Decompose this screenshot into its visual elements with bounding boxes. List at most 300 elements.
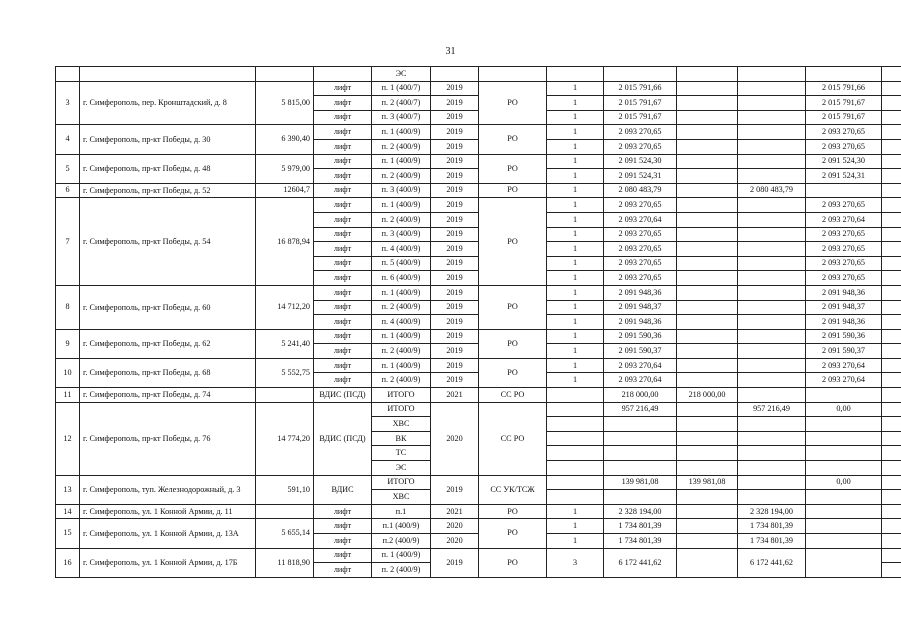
cell-fund: РО	[479, 81, 547, 125]
cell-part: п. 1 (400/9)	[372, 285, 431, 300]
cell-col2	[738, 285, 806, 300]
cell-type: лифт	[314, 212, 372, 227]
cell-part: п. 1 (400/9)	[372, 154, 431, 169]
cell-address: г. Симферополь, пр-кт Победы, д. 54	[80, 198, 256, 286]
cell-type: ВДИС (ПСД)	[314, 388, 372, 403]
cell-total	[604, 431, 677, 446]
table-row	[56, 329, 901, 344]
cell-type: лифт	[314, 110, 372, 125]
cell-type: лифт	[314, 534, 372, 549]
cell-col2	[738, 300, 806, 315]
cell-col1	[677, 212, 738, 227]
cell-col1	[677, 490, 738, 505]
cell-col3	[806, 417, 882, 432]
cell-quantity	[547, 388, 604, 403]
cell-part: п. 2 (400/9)	[372, 344, 431, 359]
cell-part: п. 5 (400/9)	[372, 256, 431, 271]
cell-col2: 6 172 441,62	[738, 548, 806, 577]
cell-extra	[882, 519, 901, 534]
cell-part: п. 2 (400/9)	[372, 563, 431, 578]
cell-quantity	[547, 402, 604, 417]
cell-part: п. 2 (400/9)	[372, 300, 431, 315]
cell-year: 2019	[431, 81, 479, 96]
cell-col1: 218 000,00	[677, 388, 738, 403]
cell-quantity: 1	[547, 534, 604, 549]
cell-year: 2019	[431, 300, 479, 315]
cell-quantity	[547, 431, 604, 446]
cell-col3	[806, 519, 882, 534]
cell-part: п. 3 (400/7)	[372, 110, 431, 125]
cell-quantity: 1	[547, 315, 604, 330]
cell-quantity: 1	[547, 110, 604, 125]
cell-number: 6	[56, 183, 80, 198]
cell-extra	[882, 373, 901, 388]
cell-number: 3	[56, 81, 80, 125]
cell-type: лифт	[314, 96, 372, 111]
cell-address: г. Симферополь, ул. 1 Конной Армии, д. 17Б	[80, 548, 256, 577]
cell-extra	[882, 563, 901, 578]
cell-extra	[882, 504, 901, 519]
cell-col1: 139 981,08	[677, 475, 738, 490]
cell-quantity: 1	[547, 285, 604, 300]
cell-total: 2 091 948,37	[604, 300, 677, 315]
cell-type: ВДИС	[314, 475, 372, 504]
cell-total: 2 015 791,67	[604, 110, 677, 125]
cell-part: п. 2 (400/9)	[372, 139, 431, 154]
cell-type: лифт	[314, 519, 372, 534]
cell-number: 16	[56, 548, 80, 577]
cell-number: 9	[56, 329, 80, 358]
cell-col3	[806, 504, 882, 519]
cell-address: г. Симферополь, пр-кт Победы, д. 74	[80, 388, 256, 403]
cell-quantity: 1	[547, 154, 604, 169]
cell-col1	[677, 81, 738, 96]
cell-year: 2019	[431, 315, 479, 330]
cell-area	[256, 388, 314, 403]
table-body	[56, 67, 901, 578]
table-row	[56, 475, 901, 490]
table-row	[56, 548, 901, 563]
cell-extra	[882, 388, 901, 403]
cell-total: 2 093 270,65	[604, 125, 677, 140]
cell-col2	[738, 242, 806, 257]
cell-quantity: 1	[547, 519, 604, 534]
cell-total: 2 093 270,65	[604, 271, 677, 286]
cell-total: 2 093 270,65	[604, 198, 677, 213]
cell-fund: РО	[479, 329, 547, 358]
cell-extra	[882, 534, 901, 549]
cell-col1	[677, 461, 738, 476]
cell-type: лифт	[314, 344, 372, 359]
cell-total	[604, 461, 677, 476]
cell-year: 2019	[431, 154, 479, 169]
cell-col1	[677, 344, 738, 359]
cell-part: п. 2 (400/9)	[372, 373, 431, 388]
cell-area: 5 241,40	[256, 329, 314, 358]
cell-col1	[677, 548, 738, 577]
cell-quantity	[547, 446, 604, 461]
cell-number: 13	[56, 475, 80, 504]
cell-part: п.1	[372, 504, 431, 519]
cell-quantity: 1	[547, 344, 604, 359]
cell-part: ТС	[372, 446, 431, 461]
cell-quantity: 1	[547, 212, 604, 227]
cell-type: лифт	[314, 548, 372, 563]
cell-col2	[738, 358, 806, 373]
cell-extra	[882, 446, 901, 461]
cell-col2	[738, 271, 806, 286]
cell-fund: РО	[479, 198, 547, 286]
cell-col1	[677, 227, 738, 242]
cell-part: п. 2 (400/7)	[372, 96, 431, 111]
cell-address: г. Симферополь, туп. Железнодорожный, д. 3	[80, 475, 256, 504]
cell-type: лифт	[314, 183, 372, 198]
cell-col3	[806, 431, 882, 446]
cell-quantity: 1	[547, 81, 604, 96]
cell-extra	[882, 315, 901, 330]
cell-extra	[882, 461, 901, 476]
cell-extra	[882, 402, 901, 417]
cell-type: лифт	[314, 329, 372, 344]
cell-total: 2 091 524,30	[604, 154, 677, 169]
cell-col2	[738, 154, 806, 169]
cell-type: лифт	[314, 139, 372, 154]
cell-fund: СС РО	[479, 388, 547, 403]
cell-part: п. 1 (400/9)	[372, 548, 431, 563]
cell-col3: 2 093 270,65	[806, 256, 882, 271]
cell-col2	[738, 315, 806, 330]
cell-year: 2021	[431, 388, 479, 403]
cell-fund: РО	[479, 183, 547, 198]
cell-part: п.2 (400/9)	[372, 534, 431, 549]
cell-total: 2 093 270,65	[604, 139, 677, 154]
cell-type: лифт	[314, 315, 372, 330]
cell-type: лифт	[314, 169, 372, 184]
cell-quantity: 1	[547, 169, 604, 184]
cell-col2	[738, 81, 806, 96]
cell-number: 14	[56, 504, 80, 519]
cell-col3: 2 093 270,65	[806, 227, 882, 242]
cell-col3: 2 093 270,64	[806, 212, 882, 227]
cell-col1	[677, 417, 738, 432]
cell-total: 2 093 270,65	[604, 227, 677, 242]
cell-year: 2020	[431, 534, 479, 549]
cell-col3: 0,00	[806, 402, 882, 417]
cell-col1	[677, 125, 738, 140]
cell-col1	[677, 446, 738, 461]
cell-fund: РО	[479, 519, 547, 548]
cell-col2	[738, 373, 806, 388]
cell-total: 2 015 791,67	[604, 96, 677, 111]
cell-total: 957 216,49	[604, 402, 677, 417]
cell-col2: 2 080 483,79	[738, 183, 806, 198]
cell-col2	[738, 417, 806, 432]
cell-col3: 2 093 270,65	[806, 125, 882, 140]
cell-col3: 2 093 270,65	[806, 198, 882, 213]
cell-total: 6 172 441,62	[604, 548, 677, 577]
cell-extra	[882, 548, 901, 563]
cell-quantity: 1	[547, 242, 604, 257]
cell-col1	[677, 329, 738, 344]
cell-part: п. 6 (400/9)	[372, 271, 431, 286]
cell-col3	[806, 490, 882, 505]
cell-col2: 2 328 194,00	[738, 504, 806, 519]
cell-fund: РО	[479, 548, 547, 577]
table-row	[56, 358, 901, 373]
cell-quantity: 1	[547, 96, 604, 111]
cell-extra	[882, 271, 901, 286]
table-row	[56, 519, 901, 534]
cell-area: 12604,7	[256, 183, 314, 198]
cell-quantity: 1	[547, 256, 604, 271]
cell-extra	[882, 285, 901, 300]
cell-part: п. 1 (400/9)	[372, 358, 431, 373]
cell-area: 16 878,94	[256, 198, 314, 286]
cell-quantity: 1	[547, 358, 604, 373]
cell-col1	[677, 271, 738, 286]
cell-fund: РО	[479, 125, 547, 154]
cell-col3: 2 015 791,67	[806, 110, 882, 125]
cell-extra	[882, 169, 901, 184]
cell-extra	[882, 96, 901, 111]
cell-extra	[882, 81, 901, 96]
cell-col1	[677, 300, 738, 315]
cell-col2	[738, 431, 806, 446]
cell-col3: 2 091 948,36	[806, 285, 882, 300]
cell-part: ИТОГО	[372, 402, 431, 417]
cell-col1	[677, 242, 738, 257]
cell-col3: 0,00	[806, 475, 882, 490]
cell-total: 2 015 791,66	[604, 81, 677, 96]
cell-type: лифт	[314, 256, 372, 271]
cell-part: ЭС	[372, 461, 431, 476]
cell-col3: 2 091 948,37	[806, 300, 882, 315]
cell-quantity: 1	[547, 329, 604, 344]
cell-col1	[677, 534, 738, 549]
cell-total: 139 981,08	[604, 475, 677, 490]
cell-total: 2 093 270,65	[604, 256, 677, 271]
cell-area: 14 712,20	[256, 285, 314, 329]
cell-area	[256, 504, 314, 519]
cell-col3	[806, 446, 882, 461]
cell-quantity: 1	[547, 198, 604, 213]
cell-year: 2019	[431, 256, 479, 271]
cell-year: 2019	[431, 212, 479, 227]
cell-col3: 2 093 270,64	[806, 358, 882, 373]
cell-type: лифт	[314, 358, 372, 373]
cell-year: 2021	[431, 504, 479, 519]
cell-fund: СС УК/ТСЖ	[479, 475, 547, 504]
cell-col3: 2 091 524,30	[806, 154, 882, 169]
cell-part: п. 1 (400/9)	[372, 198, 431, 213]
cell-quantity	[547, 475, 604, 490]
cell-col3: 2 015 791,67	[806, 96, 882, 111]
cell-col2	[738, 329, 806, 344]
cell-type: лифт	[314, 81, 372, 96]
cell-type: лифт	[314, 227, 372, 242]
cell-col2	[738, 96, 806, 111]
cell-extra	[882, 110, 901, 125]
cell-year: 2019	[431, 227, 479, 242]
cell-col2	[738, 125, 806, 140]
cell-col3: 2 093 270,65	[806, 139, 882, 154]
cell-col3: 2 091 948,36	[806, 315, 882, 330]
cell-area: 5 655,14	[256, 519, 314, 548]
cell-type: лифт	[314, 373, 372, 388]
cell-area: 5 552,75	[256, 358, 314, 387]
cell-quantity: 3	[547, 548, 604, 577]
cell-col1	[677, 139, 738, 154]
cell-col2	[738, 110, 806, 125]
cell-number: 7	[56, 198, 80, 286]
cell-extra	[882, 490, 901, 505]
cell-total: 2 093 270,64	[604, 212, 677, 227]
cell-extra	[882, 358, 901, 373]
cell-quantity: 1	[547, 373, 604, 388]
cell-extra	[882, 183, 901, 198]
cell-total	[604, 446, 677, 461]
cell-type: ВДИС (ПСД)	[314, 402, 372, 475]
cell-col2	[738, 169, 806, 184]
cell-col2	[738, 446, 806, 461]
table-row	[56, 81, 901, 96]
cell-area: 11 818,90	[256, 548, 314, 577]
cell-quantity: 1	[547, 504, 604, 519]
cell-quantity	[547, 490, 604, 505]
cell-col1	[677, 402, 738, 417]
cell-type: лифт	[314, 300, 372, 315]
cell-col3: 2 093 270,64	[806, 373, 882, 388]
cell-year: 2019	[431, 344, 479, 359]
table-row	[56, 183, 901, 198]
table-row	[56, 198, 901, 213]
table-row	[56, 504, 901, 519]
cell-address: г. Симферополь, ул. 1 Конной Армии, д. 13А	[80, 519, 256, 548]
cell-quantity	[547, 461, 604, 476]
cell-address: г. Симферополь, пр-кт Победы, д. 68	[80, 358, 256, 387]
cell-part: ИТОГО	[372, 475, 431, 490]
cell-part: ХВС	[372, 490, 431, 505]
cell-fund: СС РО	[479, 402, 547, 475]
cell-address: г. Симферополь, пр-кт Победы, д. 48	[80, 154, 256, 183]
cell-year: 2019	[431, 139, 479, 154]
cell-extra	[882, 198, 901, 213]
cell-fund: РО	[479, 358, 547, 387]
cell-number: 12	[56, 402, 80, 475]
table-row	[56, 125, 901, 140]
cell-col1	[677, 256, 738, 271]
page-number: 31	[445, 46, 456, 57]
cell-col3: 2 015 791,66	[806, 81, 882, 96]
cell-extra	[882, 344, 901, 359]
table-row	[56, 67, 901, 82]
cell-col1	[677, 96, 738, 111]
cell-col2	[738, 212, 806, 227]
cell-number: 10	[56, 358, 80, 387]
cell-total: 2 091 948,36	[604, 285, 677, 300]
cell-address: г. Симферополь, пер. Кронштадский, д. 8	[80, 81, 256, 125]
cell-col2	[738, 198, 806, 213]
cell-year: 2019	[431, 183, 479, 198]
cell-total: 218 000,00	[604, 388, 677, 403]
cell-address: г. Симферополь, пр-кт Победы, д. 30	[80, 125, 256, 154]
cell-quantity: 1	[547, 125, 604, 140]
cell-address: г. Симферополь, пр-кт Победы, д. 60	[80, 285, 256, 329]
cell-col3: 2 091 590,36	[806, 329, 882, 344]
cell-col1	[677, 183, 738, 198]
cell-col3	[806, 548, 882, 577]
cell-address: г. Симферополь, пр-кт Победы, д. 62	[80, 329, 256, 358]
cell-col1	[677, 169, 738, 184]
cell-area: 5 979,00	[256, 154, 314, 183]
cell-part: п. 1 (400/9)	[372, 329, 431, 344]
table-row	[56, 285, 901, 300]
cell-area: 6 390,40	[256, 125, 314, 154]
cell-year: 2019	[431, 271, 479, 286]
cell-part: п. 2 (400/9)	[372, 169, 431, 184]
cell-col2	[738, 388, 806, 403]
cell-area: 5 815,00	[256, 81, 314, 125]
capital-repair-table	[55, 66, 901, 578]
cell-col3: 2 093 270,65	[806, 242, 882, 257]
cell-part: п. 1 (400/9)	[372, 125, 431, 140]
cell-col1	[677, 198, 738, 213]
cell-part: п.1 (400/9)	[372, 519, 431, 534]
cell-type: лифт	[314, 563, 372, 578]
cell-extra	[882, 154, 901, 169]
cell-col1	[677, 285, 738, 300]
cell-col2	[738, 490, 806, 505]
cell-part: ЭС	[372, 67, 431, 82]
table-row	[56, 388, 901, 403]
cell-quantity	[547, 417, 604, 432]
cell-col1	[677, 358, 738, 373]
cell-col1	[677, 315, 738, 330]
cell-total: 2 080 483,79	[604, 183, 677, 198]
cell-extra	[882, 125, 901, 140]
cell-total: 2 091 524,31	[604, 169, 677, 184]
cell-fund: РО	[479, 504, 547, 519]
cell-year: 2020	[431, 519, 479, 534]
cell-type: лифт	[314, 125, 372, 140]
cell-col3	[806, 534, 882, 549]
cell-col1	[677, 154, 738, 169]
cell-col2: 957 216,49	[738, 402, 806, 417]
cell-area: 14 774,20	[256, 402, 314, 475]
cell-year: 2020	[431, 402, 479, 475]
cell-address: г. Симферополь, пр-кт Победы, д. 52	[80, 183, 256, 198]
cell-total: 1 734 801,39	[604, 519, 677, 534]
cell-col2	[738, 475, 806, 490]
cell-extra	[882, 329, 901, 344]
cell-total: 1 734 801,39	[604, 534, 677, 549]
cell-year: 2019	[431, 548, 479, 577]
cell-part: ХВС	[372, 417, 431, 432]
cell-col2	[738, 227, 806, 242]
cell-number: 8	[56, 285, 80, 329]
cell-part: п. 2 (400/9)	[372, 212, 431, 227]
cell-fund: РО	[479, 285, 547, 329]
cell-number: 15	[56, 519, 80, 548]
cell-col3	[806, 388, 882, 403]
cell-col2: 1 734 801,39	[738, 519, 806, 534]
cell-total	[604, 490, 677, 505]
cell-total: 2 093 270,64	[604, 373, 677, 388]
cell-number: 4	[56, 125, 80, 154]
cell-address: г. Симферополь, ул. 1 Конной Армии, д. 11	[80, 504, 256, 519]
cell-quantity: 1	[547, 300, 604, 315]
cell-quantity: 1	[547, 271, 604, 286]
